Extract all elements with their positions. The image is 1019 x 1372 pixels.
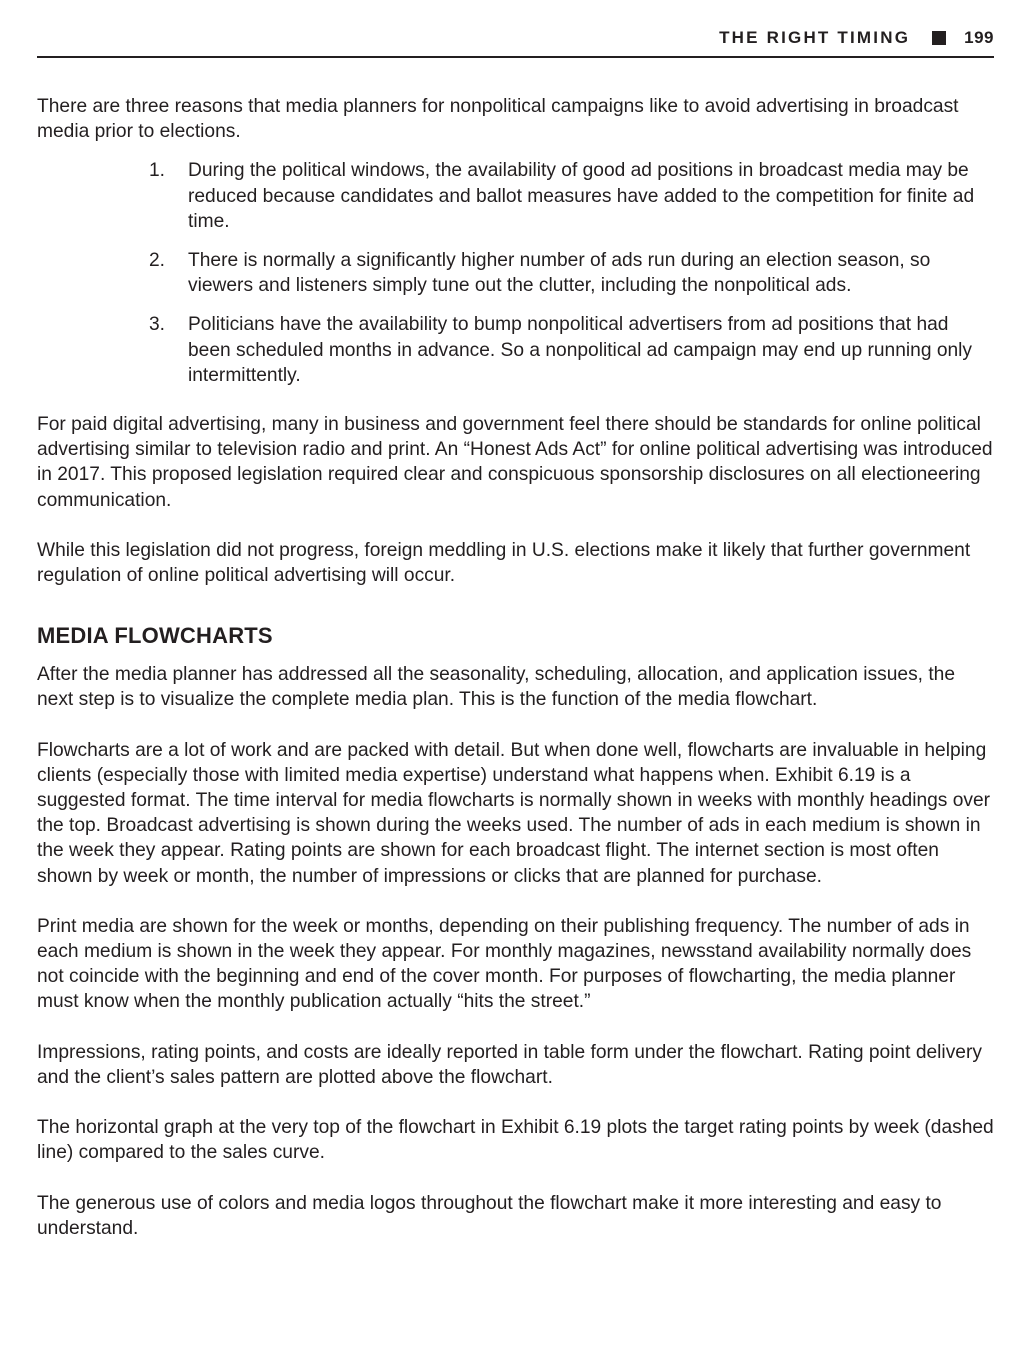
list-item-text: There is normally a significantly higher number of ads run during an election season, so viewers and listeners simply tune out the clutter, including the nonpolitical ads.	[188, 250, 931, 297]
running-title: THE RIGHT TIMING	[719, 28, 911, 47]
flowchart-paragraph: Print media are shown for the week or months, depending on their publishing frequency. The number of ads in each medium is shown in the week they appear. For monthly magazines, newsstand availability normally does not coincide with the beginning and end of the cover month. For purposes of flowcharting, the media planner must know when the monthly publication actually “hits the street.”	[37, 915, 972, 1013]
flowchart-paragraph: Impressions, rating points, and costs are ideally reported in table form under the flowchart. Rating point delivery and the client’s sales pattern are plotted above the flowchart.	[37, 1041, 982, 1088]
section-heading: MEDIA FLOWCHARTS	[37, 623, 273, 649]
list-item-number: 3.	[149, 314, 166, 336]
square-bullet-icon	[932, 31, 946, 45]
page-body	[37, 94, 994, 1241]
digital-advertising-paragraph: For paid digital advertising, many in business and government feel there should be standards for online political advertising similar to television radio and print. An “Honest Ads Act” for online political advertising was introduced in 2017. This proposed legislation required clear and conspicuous sponsorship disclosures on all electioneering communication.	[37, 414, 993, 511]
header-rule	[37, 56, 994, 58]
legislation-paragraph: While this legislation did not progress, foreign meddling in U.S. elections make it likely that further government regulation of online political advertising will occur.	[37, 539, 971, 587]
list-item	[37, 248, 994, 298]
flowchart-paragraph: After the media planner has addressed all the seasonality, scheduling, allocation, and application issues, the next step is to visualize the complete media plan. This is the function of the media flowchart.	[37, 664, 956, 711]
list-item	[37, 312, 994, 388]
intro-paragraph: There are three reasons that media planners for nonpolitical campaigns like to avoid advertising in broadcast media prior to elections.	[37, 96, 959, 143]
flowchart-paragraph: Flowcharts are a lot of work and are packed with detail. But when done well, flowcharts are invaluable in helping clients (especially those with limited media expertise) understand what happens when. Exhibit 6.19 is a suggested format. The time interval for media flowcharts is normally shown in weeks with monthly headings over the top. Broadcast advertising is shown during the weeks used. The number of ads in each medium is shown in the week they appear. Rating points are shown for each broadcast flight. The internet section is most often shown by week or month, the number of impressions or clicks that are planned for purchase.	[37, 739, 991, 887]
list-item-text: During the political windows, the availability of good ad positions in broadcast media may be reduced because candidates and ballot measures have added to the competition for finite ad time.	[188, 160, 975, 232]
list-item-number: 1.	[149, 160, 166, 182]
page-number: 199	[964, 28, 994, 47]
section-spacer	[37, 588, 994, 611]
list-item	[37, 158, 994, 234]
flowchart-paragraph: The generous use of colors and media logos throughout the flowchart make it more interesting and easy to understand.	[37, 1192, 942, 1239]
flowchart-paragraph: The horizontal graph at the very top of the flowchart in Exhibit 6.19 plots the target rating points by week (dashed line) compared to the sales curve.	[37, 1117, 994, 1164]
running-head	[719, 27, 994, 49]
reasons-list	[37, 158, 994, 388]
list-item-number: 2.	[149, 250, 166, 272]
list-item-text: Politicians have the availability to bump nonpolitical advertisers from ad positions that had been scheduled months in advance. So a nonpolitical ad campaign may end up running only intermittently.	[188, 314, 973, 386]
